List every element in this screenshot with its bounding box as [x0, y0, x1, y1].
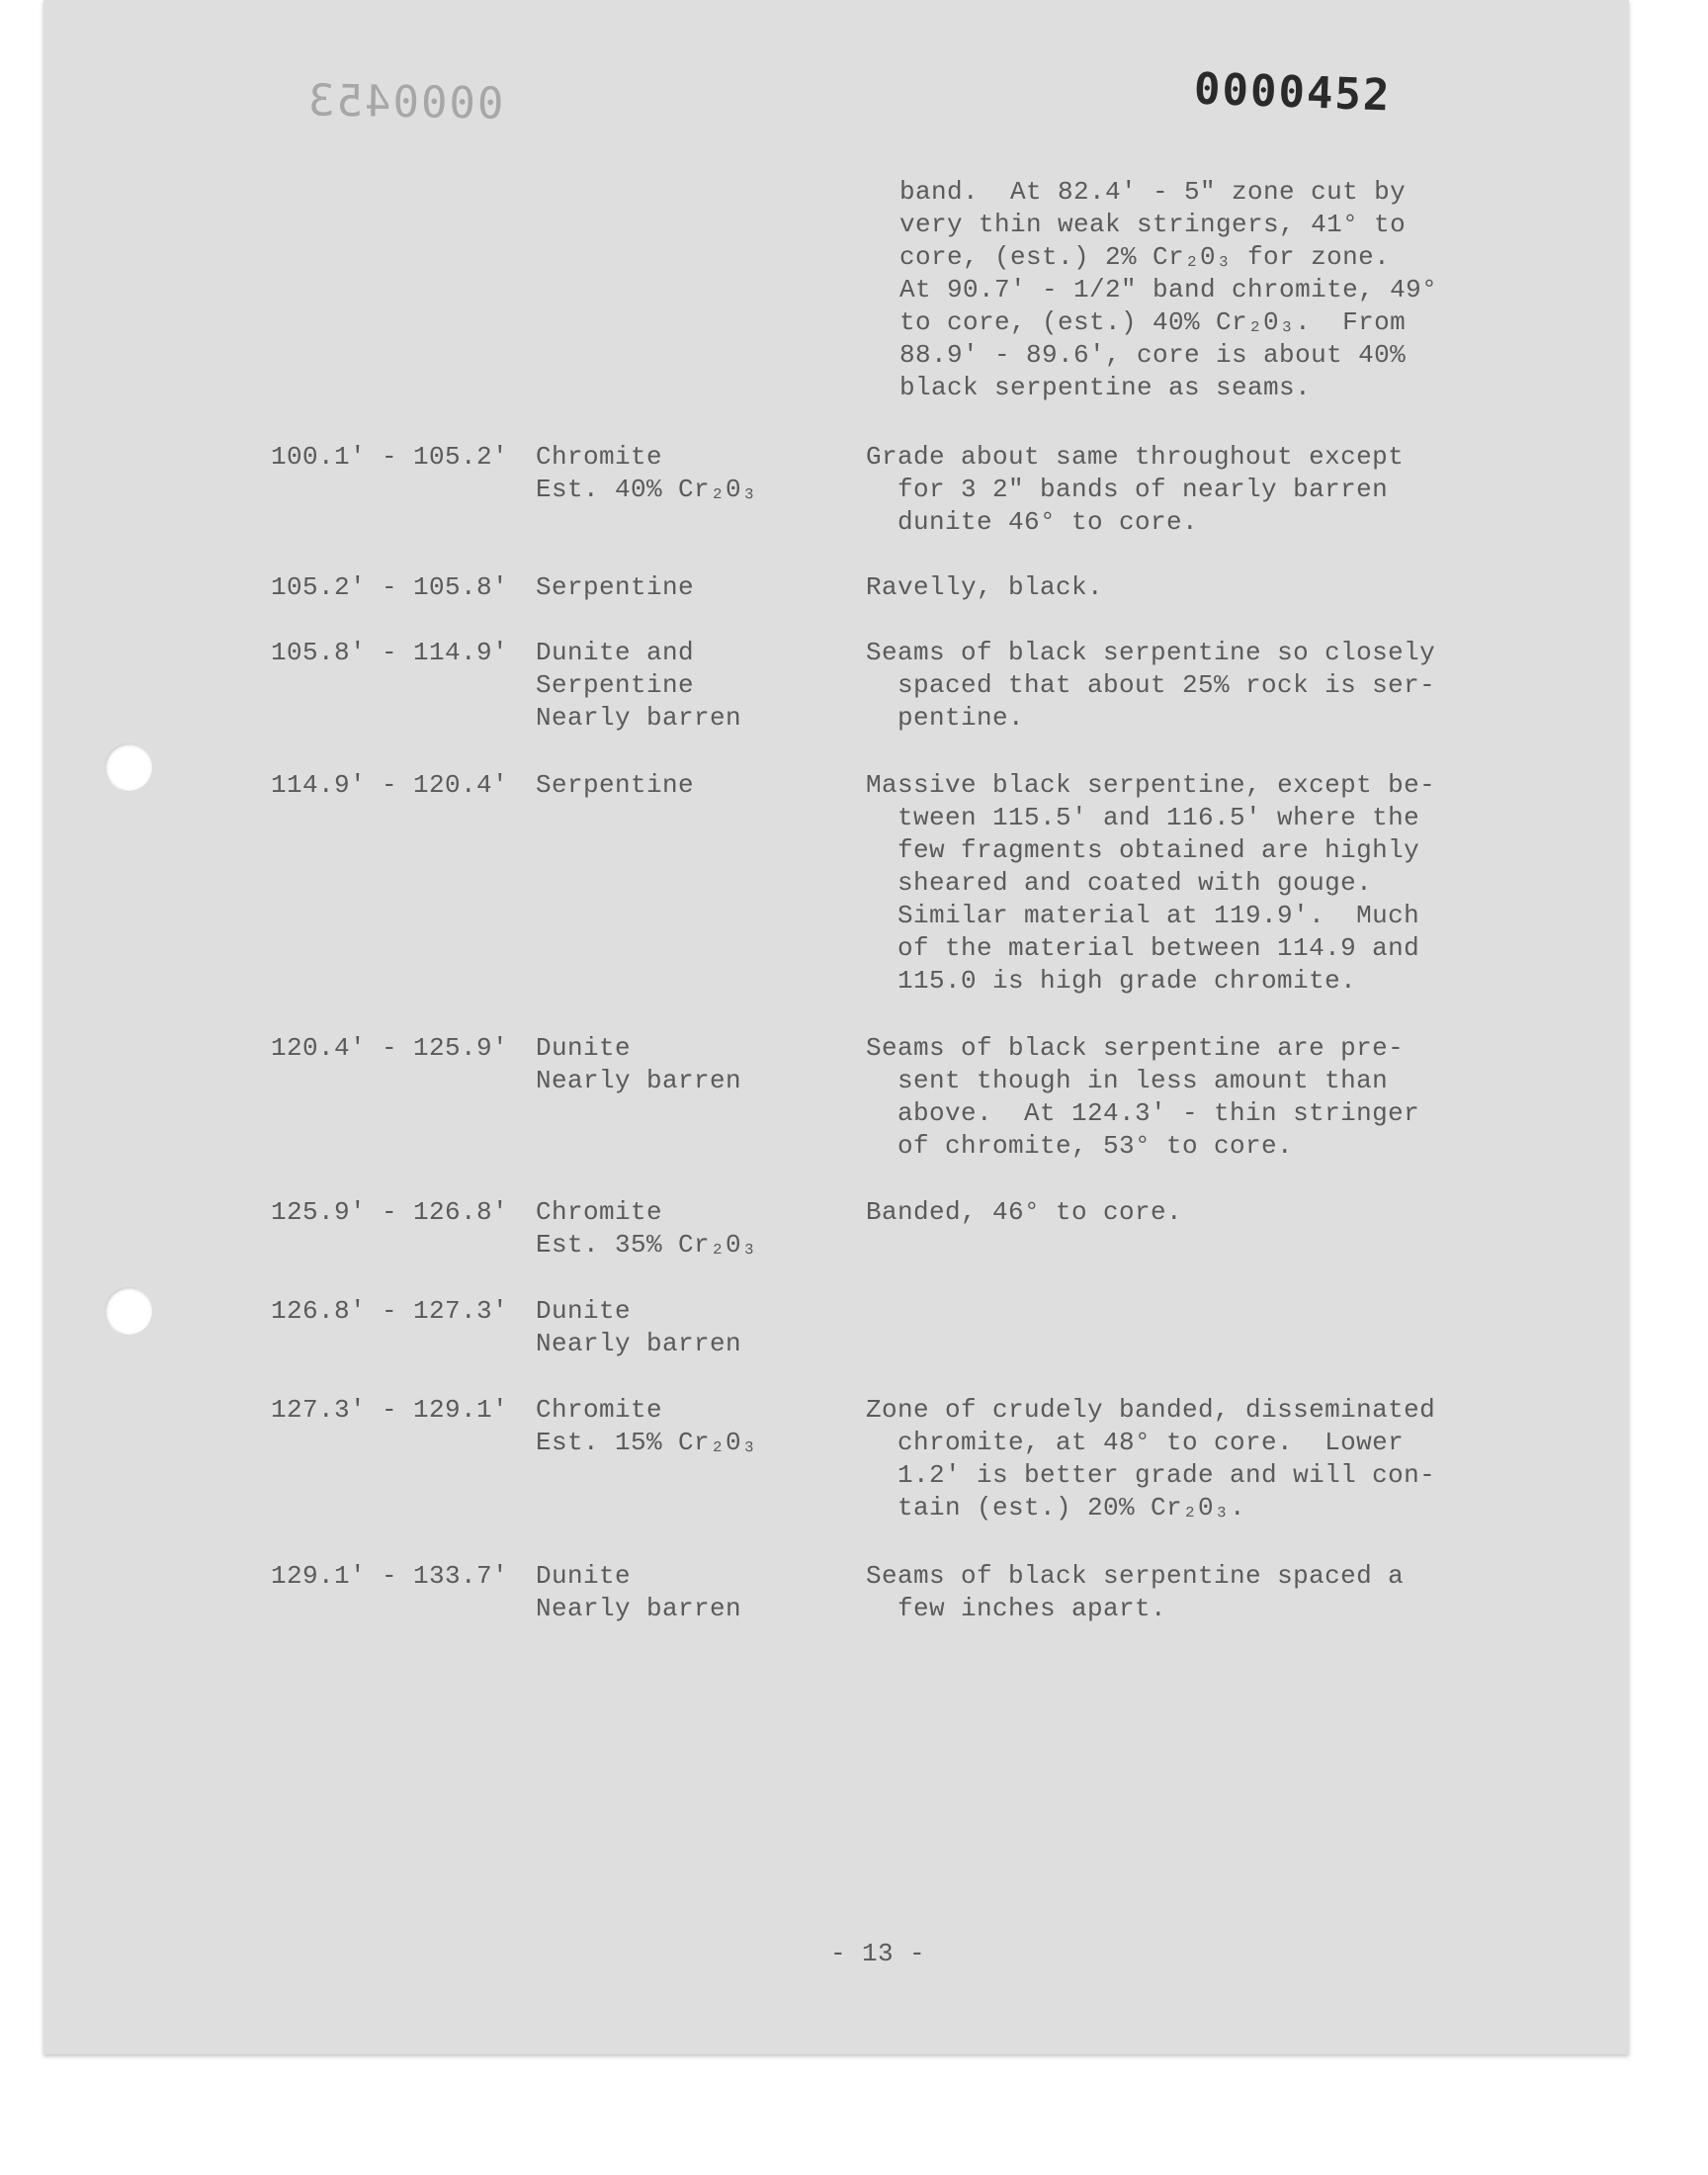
- description-line: spaced that about 25% rock is ser-: [897, 670, 1436, 700]
- continued-line: to core, (est.) 40% Cr₂0₃. From: [899, 307, 1407, 337]
- description: [866, 441, 1518, 539]
- description-line: Seams of black serpentine so closely: [866, 638, 1436, 667]
- description: [866, 1560, 1518, 1625]
- lithology-line: Nearly barren: [536, 1594, 742, 1623]
- description-line: pentine.: [897, 703, 1025, 733]
- description-line: sent though in less amount than: [897, 1066, 1389, 1095]
- depth-interval: 127.3' - 129.1': [271, 1395, 509, 1425]
- lithology-line: Serpentine: [536, 770, 695, 800]
- lithology-line: Serpentine: [536, 670, 695, 700]
- punch-hole-top: [105, 743, 152, 791]
- lithology-line: Nearly barren: [536, 1066, 742, 1095]
- description-line: Similar material at 119.9'. Much: [897, 901, 1420, 930]
- lithology-line: Nearly barren: [536, 703, 742, 733]
- description: [866, 571, 1518, 604]
- description-line: of the material between 114.9 and: [897, 933, 1420, 963]
- description-line: above. At 124.3' - thin stringer: [897, 1098, 1420, 1128]
- punch-hole-bottom: [105, 1287, 152, 1335]
- lithology-line: Est. 35% Cr₂0₃: [536, 1230, 758, 1260]
- depth-interval: 100.1' - 105.2': [271, 442, 509, 472]
- description-line: few inches apart.: [897, 1594, 1167, 1623]
- depth-interval: 126.8' - 127.3': [271, 1296, 509, 1326]
- depth-interval: 105.8' - 114.9': [271, 638, 509, 667]
- lithology: [536, 1295, 741, 1360]
- lithology-line: Nearly barren: [536, 1329, 742, 1358]
- description-line: Zone of crudely banded, disseminated: [866, 1395, 1436, 1425]
- lithology: [536, 1394, 757, 1459]
- description: [866, 1394, 1518, 1524]
- description-line: tain (est.) 20% Cr₂0₃.: [897, 1493, 1246, 1522]
- lithology-line: Dunite: [536, 1296, 632, 1326]
- lithology-line: Chromite: [536, 1395, 663, 1425]
- depth-interval: 105.2' - 105.8': [271, 572, 509, 602]
- lithology-line: Chromite: [536, 1197, 663, 1227]
- continued-description: [899, 176, 1532, 404]
- continued-line: band. At 82.4' - 5" zone cut by: [899, 177, 1407, 207]
- description-line: Seams of black serpentine are pre-: [866, 1033, 1405, 1063]
- description-line: for 3 2" bands of nearly barren: [897, 475, 1389, 504]
- description-line: Massive black serpentine, except be-: [866, 770, 1436, 800]
- lithology-line: Serpentine: [536, 572, 695, 602]
- continued-line: very thin weak stringers, 41° to: [899, 210, 1407, 239]
- description-line: Banded, 46° to core.: [866, 1197, 1183, 1227]
- description: [866, 1196, 1518, 1229]
- lithology-line: Est. 40% Cr₂0₃: [536, 475, 758, 504]
- depth-interval: 120.4' - 125.9': [271, 1033, 509, 1063]
- depth-interval: 114.9' - 120.4': [271, 770, 509, 800]
- continued-line: core, (est.) 2% Cr₂0₃ for zone.: [899, 242, 1391, 272]
- lithology: [536, 1560, 741, 1625]
- description-line: of chromite, 53° to core.: [897, 1131, 1294, 1161]
- lithology-line: Dunite: [536, 1561, 632, 1591]
- description-line: Grade about same throughout except: [866, 442, 1405, 472]
- description-line: dunite 46° to core.: [897, 507, 1199, 537]
- depth-interval: 129.1' - 133.7': [271, 1561, 509, 1591]
- page-number: - 13 -: [829, 1939, 925, 1968]
- depth-interval: 125.9' - 126.8': [271, 1197, 509, 1227]
- lithology-line: Dunite: [536, 1033, 632, 1063]
- lithology-line: Chromite: [536, 442, 663, 472]
- lithology-line: Est. 15% Cr₂0₃: [536, 1428, 758, 1457]
- lithology: [536, 637, 741, 735]
- description-line: sheared and coated with gouge.: [897, 868, 1373, 898]
- bleed-through-doc-number: 0000453: [305, 75, 504, 130]
- description: [866, 769, 1518, 998]
- lithology: [536, 769, 694, 802]
- lithology-line: Dunite and: [536, 638, 695, 667]
- description-line: chromite, at 48° to core. Lower: [897, 1428, 1405, 1457]
- description-line: Seams of black serpentine spaced a: [866, 1561, 1405, 1591]
- lithology: [536, 441, 757, 506]
- description-line: tween 115.5' and 116.5' where the: [897, 803, 1420, 832]
- description: [866, 637, 1518, 735]
- lithology: [536, 1196, 757, 1262]
- description-line: 115.0 is high grade chromite.: [897, 966, 1357, 996]
- continued-line: At 90.7' - 1/2" band chromite, 49°: [899, 275, 1438, 304]
- lithology: [536, 571, 694, 604]
- continued-line: black serpentine as seams.: [899, 373, 1312, 402]
- description-line: Ravelly, black.: [866, 572, 1104, 602]
- lithology: [536, 1032, 741, 1097]
- description: [866, 1032, 1518, 1163]
- continued-line: 88.9' - 89.6', core is about 40%: [899, 340, 1407, 370]
- document-number: 0000452: [1193, 63, 1393, 122]
- description-line: 1.2' is better grade and will con-: [897, 1460, 1436, 1490]
- description-line: few fragments obtained are highly: [897, 835, 1420, 865]
